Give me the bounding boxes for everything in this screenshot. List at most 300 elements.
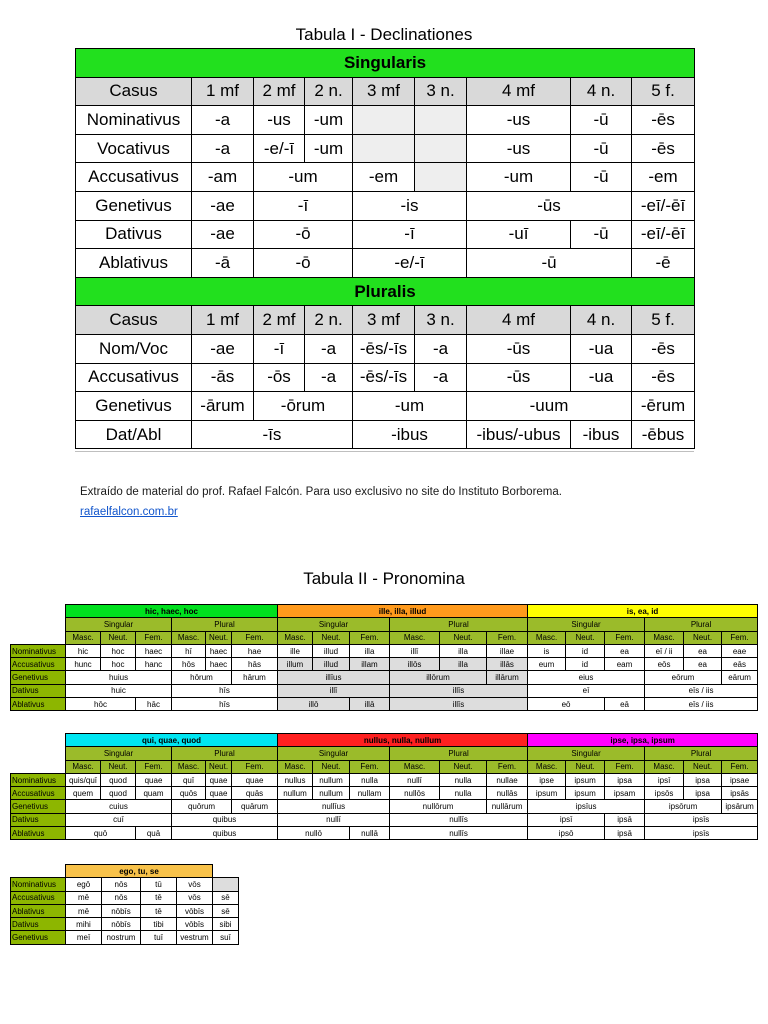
ending-cell: -uum bbox=[467, 392, 632, 421]
number-label: Plural bbox=[390, 747, 528, 760]
ending-cell: -ēs/-īs bbox=[353, 334, 415, 363]
form-cell: tibi bbox=[141, 918, 177, 931]
form-cell: eārum bbox=[722, 671, 758, 684]
case-label: Vocativus bbox=[76, 134, 192, 163]
gender-label: Masc. bbox=[172, 760, 206, 773]
gender-label: Masc. bbox=[645, 631, 684, 644]
header-cell: 2 n. bbox=[305, 306, 353, 335]
gender-label: Fem. bbox=[487, 631, 528, 644]
header-cell: 3 n. bbox=[415, 77, 467, 106]
form-cell: hārum bbox=[232, 671, 278, 684]
gender-label: Masc. bbox=[278, 760, 313, 773]
empty-cell bbox=[415, 134, 467, 163]
case-label: Accusativus bbox=[11, 658, 66, 671]
case-label: Nominativus bbox=[11, 644, 66, 657]
form-cell: illōrum bbox=[390, 671, 487, 684]
gender-label: Neut. bbox=[313, 631, 350, 644]
form-cell: ipsīs bbox=[645, 813, 758, 826]
form-cell: ipsōs bbox=[645, 787, 684, 800]
pronoun-group-title: ille, illa, illud bbox=[278, 605, 528, 618]
case-label: Dativus bbox=[11, 684, 66, 697]
form-cell: nulla bbox=[440, 773, 487, 786]
table-row bbox=[76, 163, 695, 192]
gender-label: Masc. bbox=[278, 631, 313, 644]
gender-label: Neut. bbox=[101, 760, 136, 773]
case-label: Accusativus bbox=[11, 891, 66, 904]
form-cell: ipsō bbox=[528, 827, 605, 840]
form-cell: nullīus bbox=[278, 800, 390, 813]
form-cell: ipsum bbox=[566, 773, 605, 786]
form-cell: quem bbox=[66, 787, 101, 800]
ending-cell: -ās bbox=[192, 363, 254, 392]
form-cell: ipsī bbox=[645, 773, 684, 786]
form-cell: nullum bbox=[278, 787, 313, 800]
case-label: Dativus bbox=[11, 918, 66, 931]
form-cell: quam bbox=[136, 787, 172, 800]
header-cell: 3 n. bbox=[415, 306, 467, 335]
ending-cell: -ūs bbox=[467, 363, 571, 392]
form-cell: nullā bbox=[350, 827, 390, 840]
form-cell: eam bbox=[605, 658, 645, 671]
number-label: Singular bbox=[528, 618, 645, 631]
form-cell: illīs bbox=[390, 684, 528, 697]
ending-cell: -a bbox=[192, 106, 254, 135]
empty-cell bbox=[353, 106, 415, 135]
form-cell: quōs bbox=[172, 787, 206, 800]
case-label: Accusativus bbox=[11, 787, 66, 800]
table1-title: Tabula I - Declinationes bbox=[295, 25, 473, 44]
form-cell: illud bbox=[313, 658, 350, 671]
gender-label: Neut. bbox=[440, 760, 487, 773]
form-cell: ipsa bbox=[684, 773, 722, 786]
form-cell: nulla bbox=[350, 773, 390, 786]
gender-label: Masc. bbox=[66, 760, 101, 773]
form-cell: tū bbox=[141, 878, 177, 891]
gender-label: Neut. bbox=[206, 631, 232, 644]
number-label: Singular bbox=[66, 747, 172, 760]
form-cell: egō bbox=[66, 878, 102, 891]
form-cell: eās bbox=[722, 658, 758, 671]
form-cell: quis/quī bbox=[66, 773, 101, 786]
form-cell: illīus bbox=[278, 671, 390, 684]
form-cell: hōrum bbox=[172, 671, 232, 684]
form-cell: illa bbox=[350, 644, 390, 657]
form-cell: nōbīs bbox=[102, 904, 141, 917]
header-cell: 3 mf bbox=[353, 77, 415, 106]
ending-cell: -ibus bbox=[353, 420, 467, 449]
gender-label: Fem. bbox=[136, 631, 172, 644]
ending-cell: -ēs bbox=[632, 106, 695, 135]
form-cell: nullīs bbox=[390, 827, 528, 840]
ending-cell: -us bbox=[254, 106, 305, 135]
case-label: Accusativus bbox=[76, 163, 192, 192]
form-cell: illārum bbox=[487, 671, 528, 684]
case-label: Nom/Voc bbox=[76, 334, 192, 363]
ending-cell: -ē bbox=[632, 249, 695, 278]
case-label: Dativus bbox=[76, 220, 192, 249]
declension-table bbox=[75, 48, 695, 449]
form-cell: hī bbox=[172, 644, 206, 657]
ending-cell: -ōrum bbox=[254, 392, 353, 421]
form-cell: vestrum bbox=[177, 931, 213, 944]
form-cell: illam bbox=[350, 658, 390, 671]
gender-label: Masc. bbox=[390, 760, 440, 773]
case-label: Dativus bbox=[11, 813, 66, 826]
gender-label: Masc. bbox=[66, 631, 101, 644]
ending-cell: -a bbox=[192, 134, 254, 163]
gender-label: Neut. bbox=[566, 631, 605, 644]
form-cell: vōbīs bbox=[177, 918, 213, 931]
number-label: Plural bbox=[390, 618, 528, 631]
gender-label: Neut. bbox=[684, 631, 722, 644]
form-cell: mē bbox=[66, 904, 102, 917]
form-cell: hōc bbox=[66, 698, 136, 711]
form-cell: quibus bbox=[172, 827, 278, 840]
ending-cell: -ēs bbox=[632, 134, 695, 163]
form-cell: nullīs bbox=[390, 813, 528, 826]
form-cell: hae bbox=[232, 644, 278, 657]
ending-cell: -um bbox=[254, 163, 353, 192]
form-cell: hoc bbox=[101, 658, 136, 671]
form-cell: nullam bbox=[350, 787, 390, 800]
form-cell: eum bbox=[528, 658, 566, 671]
header-cell: 5 f. bbox=[632, 77, 695, 106]
form-cell: is bbox=[528, 644, 566, 657]
case-label: Nominativus bbox=[11, 878, 66, 891]
form-cell: nullus bbox=[278, 773, 313, 786]
form-cell: ea bbox=[684, 658, 722, 671]
number-label: Plural bbox=[645, 618, 758, 631]
form-cell: illās bbox=[487, 658, 528, 671]
form-cell: tē bbox=[141, 891, 177, 904]
gender-label: Neut. bbox=[440, 631, 487, 644]
number-label: Singular bbox=[528, 747, 645, 760]
ending-cell: -ūs bbox=[467, 334, 571, 363]
header-cell: 2 n. bbox=[305, 77, 353, 106]
form-cell: ipsum bbox=[566, 787, 605, 800]
form-cell: ipsīs bbox=[645, 827, 758, 840]
number-label: Plural bbox=[172, 747, 278, 760]
table-row bbox=[76, 220, 695, 249]
gender-label: Fem. bbox=[487, 760, 528, 773]
ending-cell: -īs bbox=[192, 420, 353, 449]
table-row bbox=[76, 106, 695, 135]
form-cell: huic bbox=[66, 684, 172, 697]
gender-label: Fem. bbox=[605, 631, 645, 644]
form-cell: haec bbox=[206, 658, 232, 671]
form-cell: nōbīs bbox=[102, 918, 141, 931]
table-row bbox=[76, 334, 695, 363]
header-cell: 1 mf bbox=[192, 306, 254, 335]
form-cell: id bbox=[566, 658, 605, 671]
form-cell: hīs bbox=[172, 684, 278, 697]
form-cell: ipsae bbox=[722, 773, 758, 786]
ending-cell: -ēs/-īs bbox=[353, 363, 415, 392]
table-row bbox=[76, 191, 695, 220]
form-cell: vōs bbox=[177, 878, 213, 891]
form-cell: quī bbox=[172, 773, 206, 786]
form-cell: illīs bbox=[390, 698, 528, 711]
ending-cell: -ēs bbox=[632, 363, 695, 392]
case-label: Ablativus bbox=[76, 249, 192, 278]
form-cell: quās bbox=[232, 787, 278, 800]
form-cell: nullum bbox=[313, 773, 350, 786]
form-cell: quae bbox=[136, 773, 172, 786]
header-cell: 1 mf bbox=[192, 77, 254, 106]
table-header-row bbox=[76, 77, 695, 106]
ending-cell: -ae bbox=[192, 334, 254, 363]
form-cell: sibi bbox=[213, 918, 239, 931]
header-cell: 3 mf bbox=[353, 306, 415, 335]
gender-label: Fem. bbox=[722, 760, 758, 773]
pronoun-group-title: hic, haec, hoc bbox=[66, 605, 278, 618]
form-cell: ipsa bbox=[684, 787, 722, 800]
ending-cell: -ibus/-ubus bbox=[467, 420, 571, 449]
form-cell: illō bbox=[278, 698, 350, 711]
form-cell: illī bbox=[278, 684, 390, 697]
form-cell: ipsa bbox=[605, 773, 645, 786]
form-cell: ille bbox=[278, 644, 313, 657]
gender-label: Fem. bbox=[722, 631, 758, 644]
ending-cell: -uī bbox=[467, 220, 571, 249]
gender-label: Fem. bbox=[232, 760, 278, 773]
ending-cell: -a bbox=[415, 363, 467, 392]
form-cell: cuius bbox=[66, 800, 172, 813]
form-cell: illud bbox=[313, 644, 350, 657]
form-cell: vōbīs bbox=[177, 904, 213, 917]
table-row bbox=[76, 392, 695, 421]
gender-label: Masc. bbox=[172, 631, 206, 644]
form-cell: eōs bbox=[645, 658, 684, 671]
form-cell: meī bbox=[66, 931, 102, 944]
case-label: Accusativus bbox=[76, 363, 192, 392]
number-label: Singular bbox=[66, 618, 172, 631]
number-label: Singular bbox=[278, 747, 390, 760]
form-cell: eī / ii bbox=[645, 644, 684, 657]
form-cell: ipsīus bbox=[528, 800, 645, 813]
form-cell: eīs / iis bbox=[645, 698, 758, 711]
ending-cell: -ū bbox=[571, 163, 632, 192]
form-cell: nullum bbox=[313, 787, 350, 800]
gender-label: Neut. bbox=[566, 760, 605, 773]
ending-cell: -ū bbox=[571, 134, 632, 163]
form-cell: nōs bbox=[102, 891, 141, 904]
pronoun-group-title: ipse, ipsa, ipsum bbox=[528, 734, 758, 747]
ending-cell: -ēs bbox=[632, 334, 695, 363]
case-label: Genetivus bbox=[11, 931, 66, 944]
ending-cell: -um bbox=[467, 163, 571, 192]
pluralis-header: Pluralis bbox=[76, 277, 695, 306]
form-cell: illa bbox=[440, 644, 487, 657]
number-label: Plural bbox=[172, 618, 278, 631]
gender-label: Fem. bbox=[605, 760, 645, 773]
form-cell: mihi bbox=[66, 918, 102, 931]
gender-label: Masc. bbox=[645, 760, 684, 773]
header-cell: Casus bbox=[76, 77, 192, 106]
ending-cell: -ū bbox=[467, 249, 632, 278]
header-cell: 2 mf bbox=[254, 306, 305, 335]
ending-cell: -em bbox=[353, 163, 415, 192]
form-cell: nullōrum bbox=[390, 800, 487, 813]
case-label: Dat/Abl bbox=[76, 420, 192, 449]
ending-cell: -ibus bbox=[571, 420, 632, 449]
ending-cell: -ērum bbox=[632, 392, 695, 421]
header-cell: Casus bbox=[76, 306, 192, 335]
form-cell: nostrum bbox=[102, 931, 141, 944]
form-cell: suī bbox=[213, 931, 239, 944]
header-cell: 2 mf bbox=[254, 77, 305, 106]
form-cell: quae bbox=[206, 773, 232, 786]
ending-cell: -ī bbox=[353, 220, 467, 249]
pronoun-group-title: qui, quae, quod bbox=[66, 734, 278, 747]
table-row bbox=[76, 249, 695, 278]
divider bbox=[75, 451, 694, 452]
ending-cell: -ua bbox=[571, 334, 632, 363]
ending-cell: -ā bbox=[192, 249, 254, 278]
gender-label: Neut. bbox=[313, 760, 350, 773]
form-cell: nullae bbox=[487, 773, 528, 786]
gender-label: Fem. bbox=[350, 631, 390, 644]
form-cell: illī bbox=[390, 644, 440, 657]
form-cell: ipsās bbox=[722, 787, 758, 800]
form-cell: eō bbox=[528, 698, 605, 711]
form-cell: quibus bbox=[172, 813, 278, 826]
ending-cell: -e/-ī bbox=[353, 249, 467, 278]
form-cell: sē bbox=[213, 904, 239, 917]
form-cell: quō bbox=[66, 827, 136, 840]
ending-cell: -ae bbox=[192, 191, 254, 220]
table2-title: Tabula II - Pronomina bbox=[303, 569, 465, 588]
ending-cell: -em bbox=[632, 163, 695, 192]
singularis-header: Singularis bbox=[76, 49, 695, 78]
form-cell: quā bbox=[136, 827, 172, 840]
form-cell: nulla bbox=[440, 787, 487, 800]
pronoun-group-title: nullus, nulla, nullum bbox=[278, 734, 528, 747]
form-cell: nullās bbox=[487, 787, 528, 800]
empty-cell bbox=[415, 106, 467, 135]
form-cell: quae bbox=[206, 787, 232, 800]
form-cell: hōs bbox=[172, 658, 206, 671]
empty-cell bbox=[213, 878, 239, 891]
ending-cell: -um bbox=[305, 106, 353, 135]
form-cell: tē bbox=[141, 904, 177, 917]
ending-cell: -ēbus bbox=[632, 420, 695, 449]
form-cell: vōs bbox=[177, 891, 213, 904]
form-cell: illae bbox=[487, 644, 528, 657]
case-label: Genetivus bbox=[11, 800, 66, 813]
form-cell: eōrum bbox=[645, 671, 722, 684]
source-note: Extraído de material do prof. Rafael Falcón. Para uso exclusivo no site do Instituto Borborema. bbox=[80, 486, 562, 498]
form-cell: eā bbox=[605, 698, 645, 711]
form-cell: nullōs bbox=[390, 787, 440, 800]
header-cell: 4 mf bbox=[467, 77, 571, 106]
source-link[interactable]: rafaelfalcon.com.br bbox=[80, 506, 178, 518]
pronoun-group-title: ego, tu, se bbox=[66, 865, 213, 878]
header-cell: 5 f. bbox=[632, 306, 695, 335]
number-label: Singular bbox=[278, 618, 390, 631]
ending-cell: -ū bbox=[571, 220, 632, 249]
form-cell: huius bbox=[66, 671, 172, 684]
ending-cell: -ua bbox=[571, 363, 632, 392]
ending-cell: -ī bbox=[254, 334, 305, 363]
form-cell: hanc bbox=[136, 658, 172, 671]
gender-label: Fem. bbox=[350, 760, 390, 773]
ending-cell: -ī bbox=[254, 191, 353, 220]
header-cell: 4 n. bbox=[571, 306, 632, 335]
form-cell: illōs bbox=[390, 658, 440, 671]
form-cell: hic bbox=[66, 644, 101, 657]
ending-cell: -am bbox=[192, 163, 254, 192]
ending-cell: -e/-ī bbox=[254, 134, 305, 163]
ending-cell: -ō bbox=[254, 249, 353, 278]
gender-label: Neut. bbox=[206, 760, 232, 773]
table-header-row bbox=[76, 306, 695, 335]
form-cell: nullō bbox=[278, 827, 350, 840]
ending-cell: -is bbox=[353, 191, 467, 220]
form-cell: eīs / iis bbox=[645, 684, 758, 697]
form-cell: ipsum bbox=[528, 787, 566, 800]
form-cell: ipsā bbox=[605, 827, 645, 840]
ending-cell: -eī/-ēī bbox=[632, 220, 695, 249]
ending-cell: -um bbox=[305, 134, 353, 163]
ending-cell: -a bbox=[305, 334, 353, 363]
ending-cell: -us bbox=[467, 134, 571, 163]
pronoun-group-title: is, ea, id bbox=[528, 605, 758, 618]
form-cell: quod bbox=[101, 773, 136, 786]
form-cell: ipsā bbox=[605, 813, 645, 826]
form-cell: cuī bbox=[66, 813, 172, 826]
pronoun-table-c bbox=[10, 864, 239, 945]
form-cell: ipse bbox=[528, 773, 566, 786]
form-cell: quod bbox=[101, 787, 136, 800]
ending-cell: -eī/-ēī bbox=[632, 191, 695, 220]
gender-label: Neut. bbox=[101, 631, 136, 644]
empty-cell bbox=[415, 163, 467, 192]
case-label: Ablativus bbox=[11, 698, 66, 711]
table-row bbox=[76, 420, 695, 449]
ending-cell: -ōs bbox=[254, 363, 305, 392]
pronoun-table-a bbox=[10, 604, 758, 711]
form-cell: nullī bbox=[390, 773, 440, 786]
ending-cell: -a bbox=[415, 334, 467, 363]
form-cell: quōrum bbox=[172, 800, 232, 813]
empty-cell bbox=[353, 134, 415, 163]
form-cell: ipsam bbox=[605, 787, 645, 800]
header-cell: 4 n. bbox=[571, 77, 632, 106]
case-label: Nominativus bbox=[11, 773, 66, 786]
form-cell: hāc bbox=[136, 698, 172, 711]
gender-label: Fem. bbox=[232, 631, 278, 644]
ending-cell: -ū bbox=[571, 106, 632, 135]
header-cell: 4 mf bbox=[467, 306, 571, 335]
ending-cell: -ūs bbox=[467, 191, 632, 220]
ending-cell: -ārum bbox=[192, 392, 254, 421]
form-cell: hās bbox=[232, 658, 278, 671]
case-label: Genetivus bbox=[76, 191, 192, 220]
form-cell: sē bbox=[213, 891, 239, 904]
form-cell: nullārum bbox=[487, 800, 528, 813]
gender-label: Masc. bbox=[528, 760, 566, 773]
form-cell: id bbox=[566, 644, 605, 657]
pronoun-table-b bbox=[10, 733, 758, 840]
case-label: Ablativus bbox=[11, 827, 66, 840]
ending-cell: -um bbox=[353, 392, 467, 421]
form-cell: eae bbox=[722, 644, 758, 657]
form-cell: hunc bbox=[66, 658, 101, 671]
form-cell: illā bbox=[350, 698, 390, 711]
form-cell: ea bbox=[605, 644, 645, 657]
form-cell: ea bbox=[684, 644, 722, 657]
